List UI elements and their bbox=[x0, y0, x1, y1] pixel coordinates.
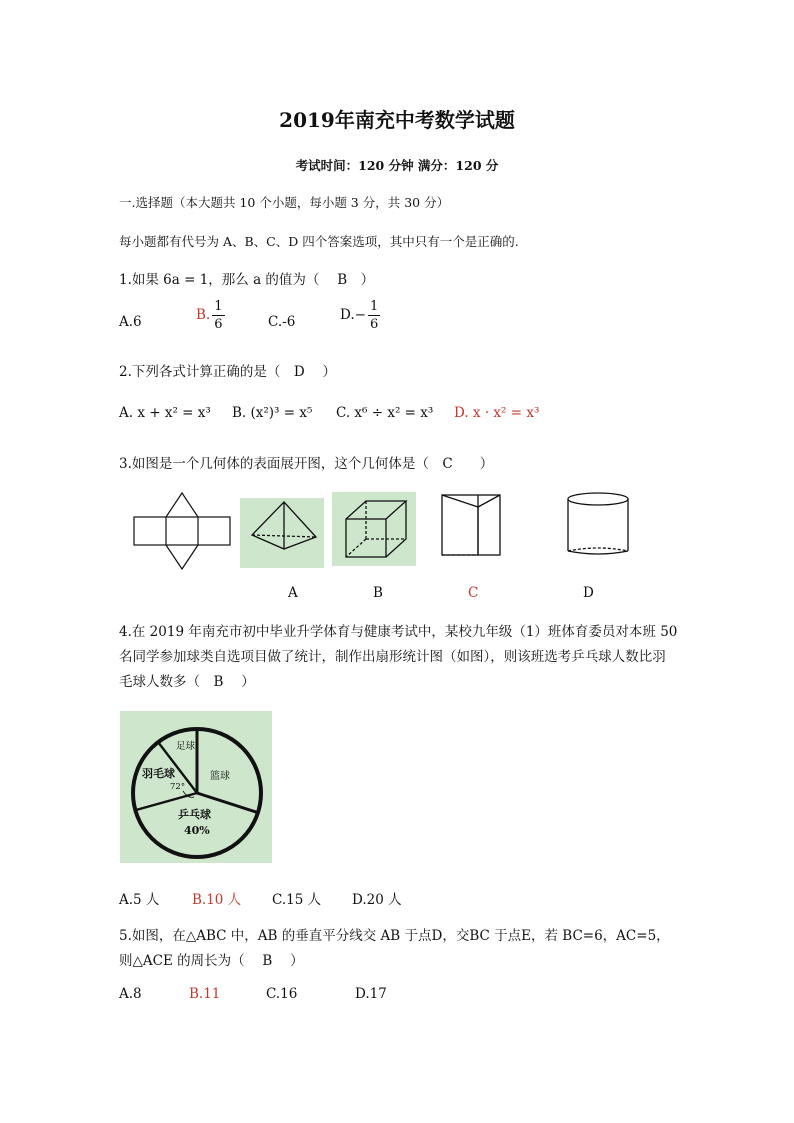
pie-label-badminton: 羽毛球 bbox=[142, 767, 175, 780]
q3-figures bbox=[120, 485, 640, 575]
q3-label-b: B bbox=[373, 585, 383, 601]
q2-option-d: D. x · x² = x³ bbox=[454, 405, 540, 421]
fraction-denominator: 6 bbox=[214, 317, 223, 332]
question-2-stem: 2.下列各式计算正确的是（ D ） bbox=[119, 364, 336, 380]
pie-label-angle: 72° bbox=[170, 782, 186, 792]
question-3-stem: 3.如图是一个几何体的表面展开图，这个几何体是（ C ） bbox=[119, 456, 494, 472]
q2-option-a: A. x + x² = x³ bbox=[119, 405, 211, 421]
q1-option-b-fraction bbox=[212, 300, 224, 331]
q1-option-a: A.6 bbox=[119, 314, 142, 330]
exam-info: 考试时间：120 分钟 满分：120 分 bbox=[295, 158, 499, 173]
fraction-numerator: 1 bbox=[214, 299, 223, 314]
fraction-denominator: 6 bbox=[369, 317, 379, 332]
q5-option-a: A.8 bbox=[119, 986, 142, 1002]
q1-option-d-fraction bbox=[368, 300, 380, 331]
cylinder-figure bbox=[568, 493, 628, 554]
pie-label-pingpong: 乒乓球 bbox=[178, 808, 211, 821]
section-heading: 一.选择题（本大题共 10 个小题，每小题 3 分，共 30 分） bbox=[119, 195, 450, 210]
pie-label-pingpong-percent: 40% bbox=[184, 824, 210, 837]
q4-option-a: A.5 人 bbox=[119, 892, 160, 908]
q4-option-b: B.10 人 bbox=[192, 892, 242, 908]
q2-option-c: C. x⁶ ÷ x² = x³ bbox=[336, 405, 434, 421]
fraction-numerator: 1 bbox=[369, 299, 379, 314]
q3-label-d: D bbox=[583, 585, 594, 601]
question-5-stem: 5.如图，在△ABC 中，AB 的垂直平分线交 AB 于点D，交BC 于点E，若 BC=6，AC=5，则△ACE 的周长为（ B ） bbox=[119, 928, 670, 969]
q1-option-c: C.-6 bbox=[268, 314, 296, 330]
q5-option-b: B.11 bbox=[189, 986, 221, 1002]
question-4-stem: 4.在 2019 年南充市初中毕业升学体育与健康考试中，某校九年级（1）班体育委员对本班 50 名同学参加球类自选项目做了统计，制作出扇形统计图（如图），则该班选考乒乓球人数比羽毛球人数多（ B ） bbox=[119, 624, 678, 690]
q4-option-c: C.15 人 bbox=[272, 892, 322, 908]
q2-option-b: B. (x²)³ = x⁵ bbox=[232, 405, 313, 421]
page-title: 2019年南充中考数学试题 bbox=[279, 108, 515, 132]
question-1-stem: 1.如果 6a = 1，那么 a 的值为（ B ） bbox=[119, 272, 375, 288]
pie-label-basketball: 篮球 bbox=[210, 771, 230, 782]
q5-option-c: C.16 bbox=[266, 986, 298, 1002]
q3-label-a: A bbox=[288, 585, 298, 601]
instruction-text: 每小题都有代号为 A、B、C、D 四个答案选项，其中只有一个是正确的. bbox=[119, 234, 519, 249]
triangular-prism-figure bbox=[442, 495, 500, 555]
q4-pie-chart bbox=[120, 711, 272, 863]
prism-net-figure bbox=[134, 493, 230, 569]
q1-option-b bbox=[196, 300, 225, 331]
q1-option-d-prefix: D.− bbox=[340, 307, 366, 323]
q1-option-d bbox=[340, 300, 380, 331]
q4-option-d: D.20 人 bbox=[352, 892, 402, 908]
option-a-background bbox=[240, 498, 324, 568]
q1-option-b-prefix: B. bbox=[196, 307, 211, 323]
q3-label-c: C bbox=[468, 585, 479, 601]
q5-option-d: D.17 bbox=[355, 986, 387, 1002]
pie-label-football: 足球 bbox=[176, 741, 196, 752]
